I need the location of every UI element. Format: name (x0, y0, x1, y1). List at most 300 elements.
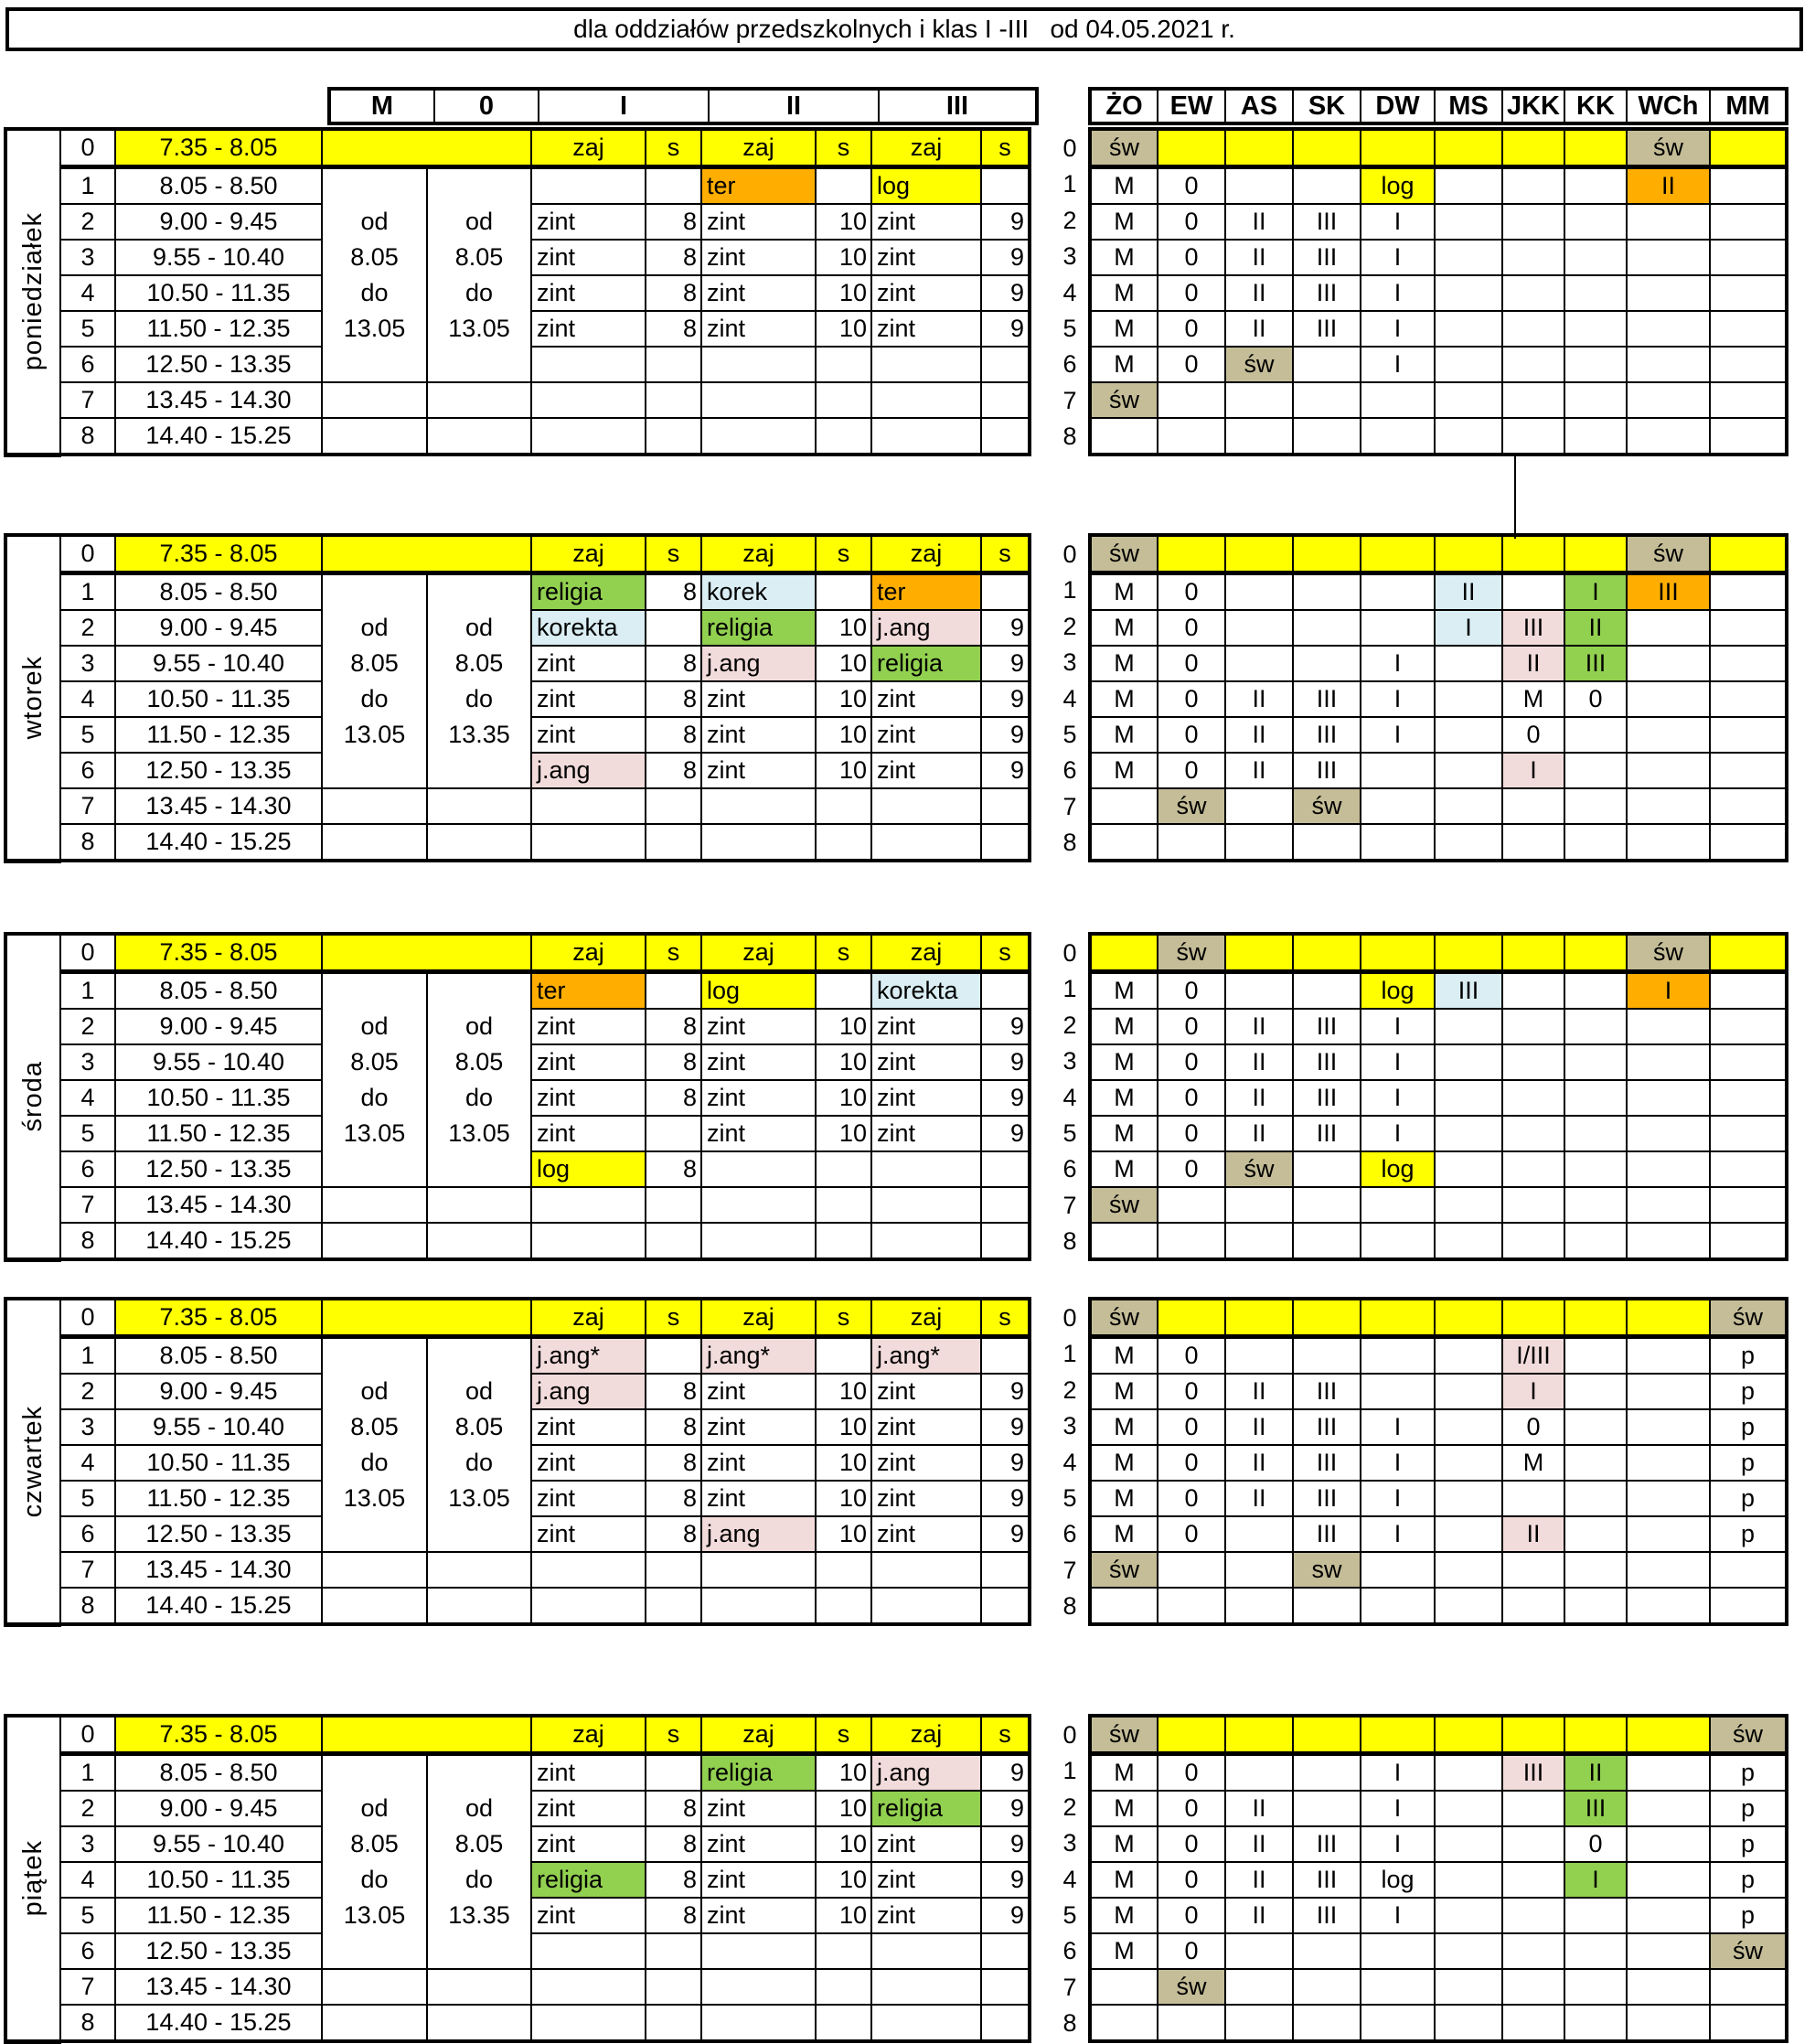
class-cell (531, 1969, 646, 2005)
row-number: 2 (60, 204, 115, 240)
teacher-cell (1090, 1223, 1158, 1259)
teacher-cell (1627, 2005, 1710, 2041)
teacher-cell: 0 (1158, 1862, 1225, 1898)
teacher-cell (1225, 610, 1293, 646)
o-empty-cell (427, 1187, 531, 1223)
class-cell (871, 1969, 981, 2005)
day-label-cell (5, 129, 60, 455)
teacher-cell: św (1710, 1716, 1787, 1754)
class-cell (531, 1223, 646, 1259)
teacher-cell (1293, 2005, 1361, 2041)
room-cell (816, 1969, 871, 2005)
teacher-cell (1564, 311, 1627, 347)
class-cell (871, 418, 981, 455)
class-cell (871, 1187, 981, 1223)
teacher-cell: św (1090, 1187, 1158, 1223)
room-cell (816, 1337, 871, 1375)
teacher-cell: M (1090, 646, 1158, 681)
teacher-cell: III (1293, 1862, 1361, 1898)
teacher-cell (1710, 824, 1787, 861)
time-cell: 13.45 - 14.30 (115, 1969, 322, 2005)
teacher-cell (1502, 382, 1564, 418)
room-cell: 8 (646, 1374, 701, 1409)
row-number: 7 (1062, 386, 1077, 414)
teacher-cell (1627, 1409, 1710, 1445)
row-number: 0 (60, 1299, 115, 1337)
teacher-cell (1090, 1969, 1158, 2005)
class-cell (531, 1933, 646, 1969)
room-cell: 8 (646, 753, 701, 788)
zaj-header: zaj (701, 1716, 816, 1754)
room-cell: 10 (816, 1516, 871, 1552)
teacher-cell (1090, 1588, 1158, 1624)
teacher-cell (1435, 1151, 1502, 1187)
room-cell: 10 (816, 240, 871, 275)
day-label: czwartek (18, 1405, 48, 1517)
class-cell (701, 824, 816, 861)
teacher-cell: św (1627, 934, 1710, 972)
row-number: 3 (60, 1409, 115, 1445)
header-m: M (329, 89, 434, 123)
teacher-cell (1293, 610, 1361, 646)
room-cell: 9 (981, 240, 1030, 275)
teacher-cell (1627, 824, 1710, 861)
teacher-cell: p (1710, 1754, 1787, 1792)
teacher-cell: św (1627, 129, 1710, 167)
row-number: 4 (60, 1445, 115, 1481)
teacher-cell (1225, 418, 1293, 455)
teacher-cell: M (1090, 1862, 1158, 1898)
teacher-cell (1502, 934, 1564, 972)
row-number: 8 (60, 1588, 115, 1624)
class-cell (531, 788, 646, 824)
header-class-I: I (539, 89, 709, 123)
teacher-cell: p (1710, 1374, 1787, 1409)
teacher-cell (1225, 1552, 1293, 1588)
teacher-cell: I (1361, 240, 1435, 275)
teacher-cell: M (1090, 347, 1158, 382)
teacher-cell: 0 (1158, 681, 1225, 717)
time-cell: 11.50 - 12.35 (115, 1898, 322, 1933)
teacher-cell: 0 (1158, 1116, 1225, 1151)
teacher-cell (1361, 1969, 1435, 2005)
class-cell: zint (871, 1009, 981, 1044)
day-label: poniedziałek (18, 212, 48, 371)
teacher-cell (1564, 1116, 1627, 1151)
class-cell: zint (701, 1826, 816, 1862)
teacher-cell (1627, 1826, 1710, 1862)
teacher-cell: 0 (1158, 1826, 1225, 1862)
teacher-cell: 0 (1158, 1044, 1225, 1080)
class-cell: zint (871, 681, 981, 717)
row-number: 2 (60, 1009, 115, 1044)
teacher-cell (1225, 1588, 1293, 1624)
teacher-cell (1627, 1445, 1710, 1481)
row-number: 2 (60, 610, 115, 646)
room-cell (981, 1151, 1030, 1187)
row-number: 4 (60, 275, 115, 311)
class-cell: zint (871, 1481, 981, 1516)
room-cell: 10 (816, 717, 871, 753)
teacher-cell (1158, 1299, 1225, 1337)
row-number: 2 (1062, 612, 1077, 640)
teacher-cell: 0 (1158, 610, 1225, 646)
room-cell: 9 (981, 717, 1030, 753)
class-cell: zint (871, 1044, 981, 1080)
teacher-cell: św (1225, 1151, 1293, 1187)
teacher-cell: I (1361, 1898, 1435, 1933)
class-cell: ter (701, 167, 816, 205)
m-empty-cell (322, 1969, 427, 2005)
class-cell (871, 347, 981, 382)
row-number: 2 (60, 1791, 115, 1826)
row-number: 0 (1062, 1721, 1077, 1749)
teacher-cell (1564, 1716, 1627, 1754)
m-empty-cell (322, 1552, 427, 1588)
teacher-cell (1435, 681, 1502, 717)
teacher-cell (1627, 1516, 1710, 1552)
row-number: 8 (1062, 423, 1077, 451)
teacher-cell: I (1361, 681, 1435, 717)
row-number: 4 (60, 1862, 115, 1898)
room-cell: 8 (646, 275, 701, 311)
teacher-cell (1564, 788, 1627, 824)
row-number: 3 (1062, 1829, 1077, 1857)
room-cell: 10 (816, 681, 871, 717)
zaj-header: zaj (701, 129, 816, 167)
m-o-merged-cell (322, 1716, 531, 1754)
teacher-cell (1502, 1223, 1564, 1259)
teacher-cell (1627, 240, 1710, 275)
teacher-timetable (1088, 533, 1788, 862)
time-cell: 9.55 - 10.40 (115, 1044, 322, 1080)
teacher-cell: św (1090, 129, 1158, 167)
time-cell: 14.40 - 15.25 (115, 824, 322, 861)
teacher-cell (1564, 1481, 1627, 1516)
teacher-cell: I (1627, 972, 1710, 1010)
teacher-cell (1502, 418, 1564, 455)
row-number: 3 (1062, 1047, 1077, 1076)
time-cell: 9.00 - 9.45 (115, 1009, 322, 1044)
teacher-cell (1158, 382, 1225, 418)
teacher-cell (1710, 204, 1787, 240)
teacher-cell: III (1293, 275, 1361, 311)
teacher-cell (1435, 1791, 1502, 1826)
room-cell (981, 824, 1030, 861)
teacher-cell: II (1225, 1481, 1293, 1516)
teacher-cell: II (1225, 753, 1293, 788)
class-cell: zint (871, 1445, 981, 1481)
teacher-cell (1564, 1969, 1627, 2005)
row-number: 4 (1062, 278, 1077, 306)
teacher-cell: II (1225, 1116, 1293, 1151)
teacher-cell (1710, 1969, 1787, 2005)
teacher-cell (1090, 824, 1158, 861)
teacher-cell (1627, 717, 1710, 753)
teacher-cell (1361, 1299, 1435, 1337)
room-cell: 8 (646, 1080, 701, 1116)
teacher-cell (1710, 275, 1787, 311)
teacher-cell: św (1710, 1299, 1787, 1337)
room-cell: 8 (646, 1009, 701, 1044)
teacher-cell (1502, 1716, 1564, 1754)
teacher-cell (1627, 1151, 1710, 1187)
teacher-cell (1627, 1862, 1710, 1898)
teacher-cell (1435, 1933, 1502, 1969)
teacher-cell (1627, 753, 1710, 788)
header-0: 0 (434, 89, 539, 123)
teacher-cell (1361, 1337, 1435, 1375)
row-number: 2 (1062, 1793, 1077, 1821)
teacher-cell: I (1361, 1080, 1435, 1116)
room-cell (646, 2005, 701, 2041)
m-hours-cell: od 8.05 do 13.05 (322, 972, 427, 1188)
row-number: 8 (60, 1223, 115, 1259)
class-cell: zint (531, 717, 646, 753)
teacher-cell: III (1293, 1516, 1361, 1552)
teacher-cell (1627, 311, 1710, 347)
time-cell: 8.05 - 8.50 (115, 167, 322, 205)
teacher-cell: II (1225, 717, 1293, 753)
teacher-timetable (1088, 932, 1788, 1261)
room-cell: 10 (816, 753, 871, 788)
class-cell: zint (871, 204, 981, 240)
room-cell: 8 (646, 1044, 701, 1080)
class-cell: zint (871, 1898, 981, 1933)
room-header: s (981, 535, 1030, 573)
day-label: piątek (18, 1840, 48, 1917)
class-cell: log (531, 1151, 646, 1187)
teacher-cell (1435, 1299, 1502, 1337)
class-cell (701, 1588, 816, 1624)
teacher-timetable (1088, 127, 1788, 456)
class-cell (531, 167, 646, 205)
teacher-cell (1293, 418, 1361, 455)
teacher-cell (1627, 1374, 1710, 1409)
teacher-cell: 0 (1158, 1151, 1225, 1187)
teacher-cell: M (1090, 753, 1158, 788)
teacher-cell (1502, 1044, 1564, 1080)
o-empty-cell (427, 1969, 531, 2005)
teacher-cell (1564, 535, 1627, 573)
room-cell (646, 788, 701, 824)
teacher-cell: I (1361, 646, 1435, 681)
teacher-cell (1435, 1374, 1502, 1409)
teacher-cell (1435, 1187, 1502, 1223)
teacher-cell: M (1090, 1374, 1158, 1409)
room-cell: 10 (816, 1044, 871, 1080)
teacher-cell: M (1090, 1409, 1158, 1445)
teacher-cell (1710, 240, 1787, 275)
room-cell: 8 (646, 646, 701, 681)
teacher-cell: 0 (1502, 1409, 1564, 1445)
time-cell: 9.00 - 9.45 (115, 204, 322, 240)
room-cell (646, 1223, 701, 1259)
class-cell (871, 1933, 981, 1969)
teacher-cell (1710, 681, 1787, 717)
teacher-cell (1710, 1080, 1787, 1116)
room-cell: 9 (981, 204, 1030, 240)
teacher-cell (1225, 1716, 1293, 1754)
row-number: 5 (60, 1116, 115, 1151)
teacher-cell (1710, 1116, 1787, 1151)
teacher-cell (1710, 418, 1787, 455)
teacher-cell (1435, 240, 1502, 275)
class-cell: zint (701, 1791, 816, 1826)
teacher-cell: M (1502, 681, 1564, 717)
room-cell (816, 1588, 871, 1624)
m-empty-cell (322, 824, 427, 861)
class-cell: j.ang (871, 1754, 981, 1792)
class-timetable (4, 533, 1031, 863)
teacher-cell: M (1090, 1791, 1158, 1826)
teacher-cell (1361, 1933, 1435, 1969)
class-cell: zint (701, 311, 816, 347)
room-cell: 8 (646, 204, 701, 240)
zaj-header: zaj (871, 1299, 981, 1337)
class-cell: j.ang (531, 753, 646, 788)
time-cell: 12.50 - 13.35 (115, 1516, 322, 1552)
teacher-cell: III (1293, 1898, 1361, 1933)
teacher-cell (1293, 934, 1361, 972)
teacher-cell (1225, 129, 1293, 167)
time-cell: 9.55 - 10.40 (115, 646, 322, 681)
teacher-cell: 0 (1158, 1374, 1225, 1409)
class-cell: korek (701, 573, 816, 611)
day-label-cell (5, 1716, 60, 2041)
class-cell (701, 2005, 816, 2041)
teacher-cell (1502, 1969, 1564, 2005)
teacher-cell (1502, 1009, 1564, 1044)
teacher-cell: III (1293, 1374, 1361, 1409)
teacher-cell (1502, 1826, 1564, 1862)
room-header: s (816, 129, 871, 167)
class-cell (531, 347, 646, 382)
teacher-cell: I (1564, 573, 1627, 611)
teacher-cell (1564, 1898, 1627, 1933)
room-header: s (816, 1299, 871, 1337)
class-cell (531, 824, 646, 861)
room-cell: 10 (816, 1116, 871, 1151)
room-cell: 9 (981, 1862, 1030, 1898)
class-cell: zint (701, 204, 816, 240)
teacher-cell (1710, 1223, 1787, 1259)
teacher-cell: M (1090, 610, 1158, 646)
teacher-cell (1627, 1337, 1710, 1375)
class-cell: zint (531, 1481, 646, 1516)
class-cell: zint (871, 1862, 981, 1898)
teacher-cell: III (1293, 1009, 1361, 1044)
teacher-cell (1710, 788, 1787, 824)
teacher-cell: III (1502, 610, 1564, 646)
teacher-cell (1502, 1791, 1564, 1826)
room-cell (646, 824, 701, 861)
time-cell: 11.50 - 12.35 (115, 717, 322, 753)
teacher-cell: II (1225, 681, 1293, 717)
class-cell: zint (701, 240, 816, 275)
teacher-cell: III (1293, 204, 1361, 240)
teacher-cell (1502, 204, 1564, 240)
room-cell: 9 (981, 1791, 1030, 1826)
teacher-cell: III (1293, 1116, 1361, 1151)
time-cell: 13.45 - 14.30 (115, 1552, 322, 1588)
teacher-cell (1225, 646, 1293, 681)
row-number: 1 (1062, 576, 1077, 605)
teacher-cell (1502, 347, 1564, 382)
class-cell: zint (531, 1516, 646, 1552)
room-cell: 10 (816, 1445, 871, 1481)
room-cell: 10 (816, 1374, 871, 1409)
teacher-cell (1361, 824, 1435, 861)
class-cell: religia (701, 1754, 816, 1792)
teacher-cell: 0 (1158, 1754, 1225, 1792)
teacher-cell (1502, 573, 1564, 611)
room-cell (981, 972, 1030, 1010)
class-cell: zint (531, 1754, 646, 1792)
row-number: 8 (60, 824, 115, 861)
teacher-cell (1293, 1969, 1361, 2005)
class-timetable (4, 932, 1031, 1262)
header-class-III: III (879, 89, 1037, 123)
o-hours-cell: od 8.05 do 13.35 (427, 1754, 531, 1970)
teacher-cell (1564, 1552, 1627, 1588)
class-cell: zint (531, 681, 646, 717)
teacher-cell (1361, 418, 1435, 455)
row-number: 6 (60, 753, 115, 788)
class-cell: ter (871, 573, 981, 611)
teacher-cell: II (1225, 1791, 1293, 1826)
teacher-cell (1627, 347, 1710, 382)
teacher-initials: MS (1435, 89, 1502, 123)
o-hours-cell: od 8.05 do 13.05 (427, 167, 531, 383)
class-cell: zint (531, 1009, 646, 1044)
teacher-cell (1435, 1754, 1502, 1792)
teacher-cell (1627, 1933, 1710, 1969)
class-cell (871, 788, 981, 824)
room-cell: 9 (981, 275, 1030, 311)
teacher-cell (1435, 1588, 1502, 1624)
time-cell: 12.50 - 13.35 (115, 347, 322, 382)
class-cell: zint (701, 717, 816, 753)
teacher-cell (1435, 646, 1502, 681)
teacher-cell (1361, 535, 1435, 573)
teacher-initials: KK (1564, 89, 1627, 123)
teacher-cell: I (1502, 1374, 1564, 1409)
room-cell: 9 (981, 1481, 1030, 1516)
teacher-cell (1502, 1588, 1564, 1624)
row-number: 0 (60, 934, 115, 972)
row-number: 0 (60, 1716, 115, 1754)
time-cell: 14.40 - 15.25 (115, 1588, 322, 1624)
row-number: 3 (1062, 1412, 1077, 1440)
teacher-cell (1435, 204, 1502, 240)
class-cell: zint (701, 1445, 816, 1481)
teacher-cell (1627, 610, 1710, 646)
class-cell (871, 824, 981, 861)
teacher-cell: M (1502, 1445, 1564, 1481)
class-cell: religia (701, 610, 816, 646)
zaj-header: zaj (871, 1716, 981, 1754)
room-cell (646, 1754, 701, 1792)
time-cell: 12.50 - 13.35 (115, 1151, 322, 1187)
class-cell: zint (531, 1080, 646, 1116)
room-cell (816, 1552, 871, 1588)
teacher-cell: II (1225, 1374, 1293, 1409)
teacher-cell: I (1361, 1791, 1435, 1826)
room-cell: 9 (981, 1009, 1030, 1044)
teacher-cell: II (1225, 240, 1293, 275)
m-o-merged-cell (322, 535, 531, 573)
